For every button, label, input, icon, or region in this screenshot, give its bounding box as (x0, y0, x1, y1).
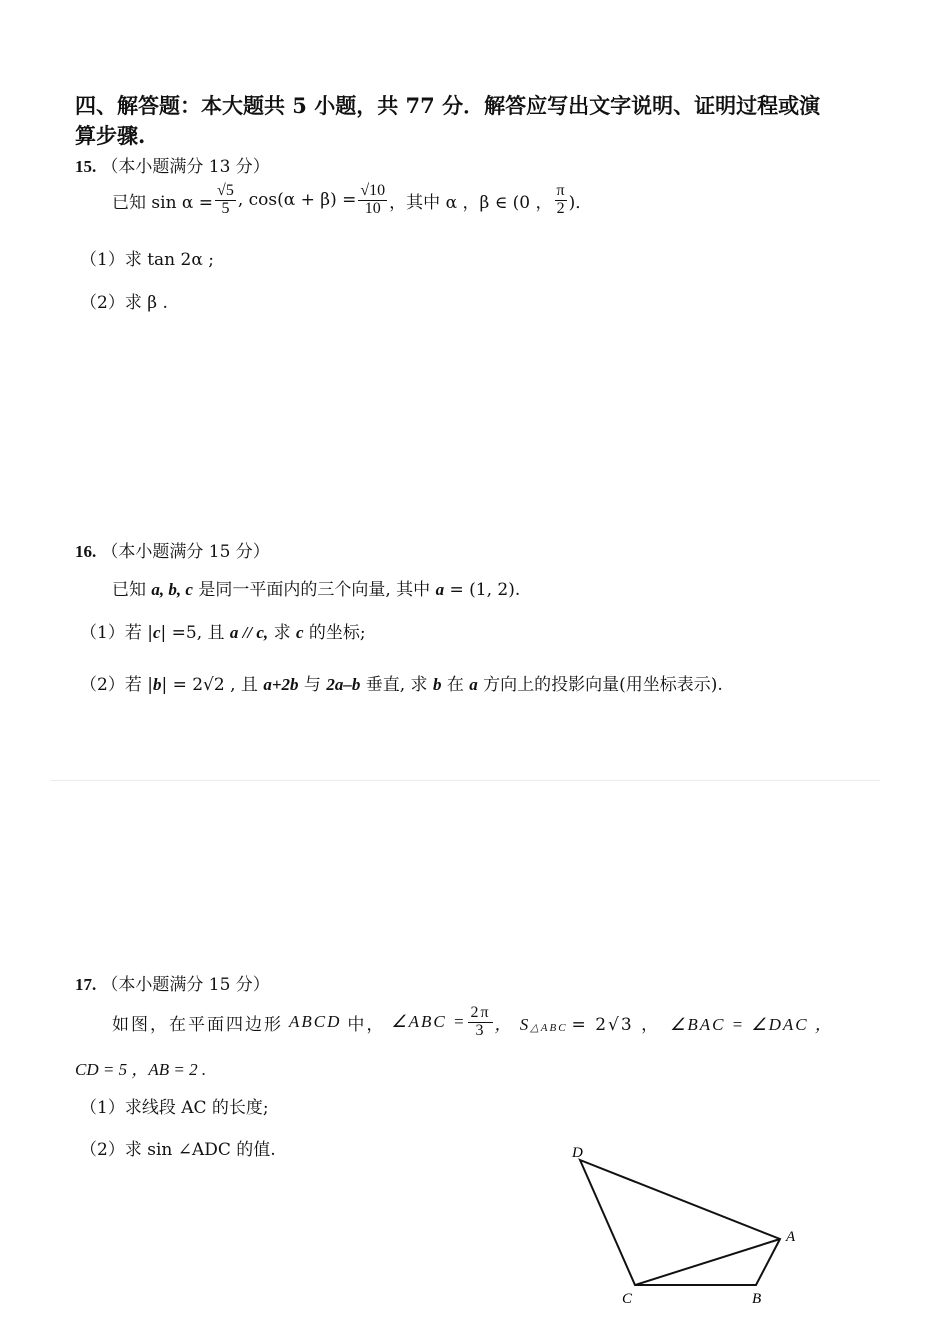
q16-number: 16. (75, 542, 97, 561)
diagonal-ac (635, 1239, 780, 1285)
q17-area-val: = 2√3 ， (571, 1014, 661, 1035)
q17-number: 17. (75, 975, 97, 994)
q15-frac-sqrt5 (215, 183, 236, 218)
q16-part1-ac: a // c, (229, 623, 269, 642)
q16-part2-a: （2）若 | (80, 675, 153, 695)
q16-given-a: 已知 (112, 580, 146, 600)
q16-part1-d: 的坐标; (308, 623, 366, 643)
q16-given-b: 是同一平面内的三个向量, 其中 (198, 580, 431, 600)
q17-part1: （1）求线段 AC 的长度; (80, 1098, 269, 1118)
vertex-label-c: C (622, 1291, 633, 1307)
q17-frac-num: 2π (470, 1004, 491, 1021)
q17-title (75, 970, 270, 995)
q17-line1 (112, 1005, 834, 1040)
q16-part1-c1: c (152, 623, 161, 642)
q16-part1-a: （1）若 | (80, 623, 153, 643)
q15-frac-sqrt10 (358, 183, 387, 218)
q16-given (112, 575, 520, 600)
q17-angles-eq: ∠BAC = ∠DAC ， (670, 1014, 834, 1034)
q15-given (112, 183, 592, 218)
q16-part2-expr2: 2a–b (326, 675, 361, 694)
q17-area-sub: △ABC (530, 1021, 568, 1034)
q15-frac-sqrt10-num: √10 (360, 182, 386, 199)
q16-part2 (80, 670, 723, 695)
section-heading-line1: 四、解答题：本大题共 5 小题，共 77 分．解答应写出文字说明、证明过程或演 (75, 93, 821, 118)
q15-frac-sqrt10-den: 10 (364, 199, 381, 217)
q15-frac-pi: π (556, 182, 565, 199)
q16-part2-expr1: a+2b (263, 675, 299, 694)
q16-part2-c: 与 (303, 675, 321, 695)
q15-given-prefix: 已知 sin α = (112, 192, 214, 213)
q16-given-c: = (1, 2). (449, 580, 521, 600)
q16-part2-b1: b (152, 675, 162, 694)
q15-frac-2: 2 (556, 199, 565, 217)
scan-artifact-line (50, 780, 880, 781)
q16-part1-c: 求 (273, 623, 291, 643)
q16-part2-e: 在 (446, 675, 464, 695)
q15-part1: （1）求 tan 2α ; (80, 250, 214, 270)
q17-area: ， S (494, 1014, 531, 1034)
q15-title (75, 152, 270, 177)
q16-part1 (80, 618, 366, 643)
q16-vec-a: a (435, 580, 445, 599)
q15-range-part: ，其中 α ，β ∈ (0 ， (389, 192, 553, 213)
q16-part1-c2: c (295, 623, 304, 642)
quadrilateral-outline (580, 1160, 780, 1285)
vertex-label-a: A (786, 1229, 796, 1245)
q16-vec-abc: a, b, c (151, 580, 193, 599)
q17-frac-den: 3 (475, 1021, 486, 1039)
q17-part2: （2）求 sin ∠ADC 的值. (80, 1140, 276, 1160)
q17-line1-b: 中， (347, 1014, 386, 1035)
section-heading-line2: 算步骤. (75, 123, 146, 148)
q17-line1-a: 如图，在平面四边形 (112, 1014, 283, 1035)
q15-close: )． (568, 192, 593, 213)
q17-angle-abc: ∠ABC = (391, 1012, 467, 1032)
q16-part2-f: 方向上的投影向量(用坐标表示). (483, 675, 723, 695)
q15-header: （本小题满分 13 分） (101, 157, 270, 177)
q16-part2-a2: a (469, 675, 478, 694)
q17-header: （本小题满分 15 分） (101, 975, 270, 995)
q15-cos-part: , cos(α + β) = (237, 190, 357, 211)
q16-header: （本小题满分 15 分） (101, 542, 270, 562)
quadrilateral-figure (560, 1135, 810, 1310)
q16-part2-b: | = 2√2 , 且 (161, 675, 258, 695)
q16-part2-b2: b (432, 675, 442, 694)
vertex-label-b: B (752, 1291, 762, 1307)
q17-line2: CD = 5 ，AB = 2 . (75, 1060, 207, 1079)
q17-frac-2pi3 (468, 1005, 492, 1040)
q15-frac-sqrt5-num: √5 (217, 182, 234, 199)
q15-part2: （2）求 β . (80, 293, 168, 313)
q17-abcd: ABCD (289, 1012, 342, 1032)
q16-part1-b: | =5, 且 (160, 623, 225, 643)
q16-part2-d: 垂直, 求 (365, 675, 428, 695)
vertex-label-d: D (572, 1145, 583, 1161)
q16-title (75, 537, 270, 562)
q15-number: 15. (75, 157, 97, 176)
q15-frac-pi2 (555, 183, 567, 218)
q15-frac-sqrt5-den: 5 (221, 199, 230, 217)
